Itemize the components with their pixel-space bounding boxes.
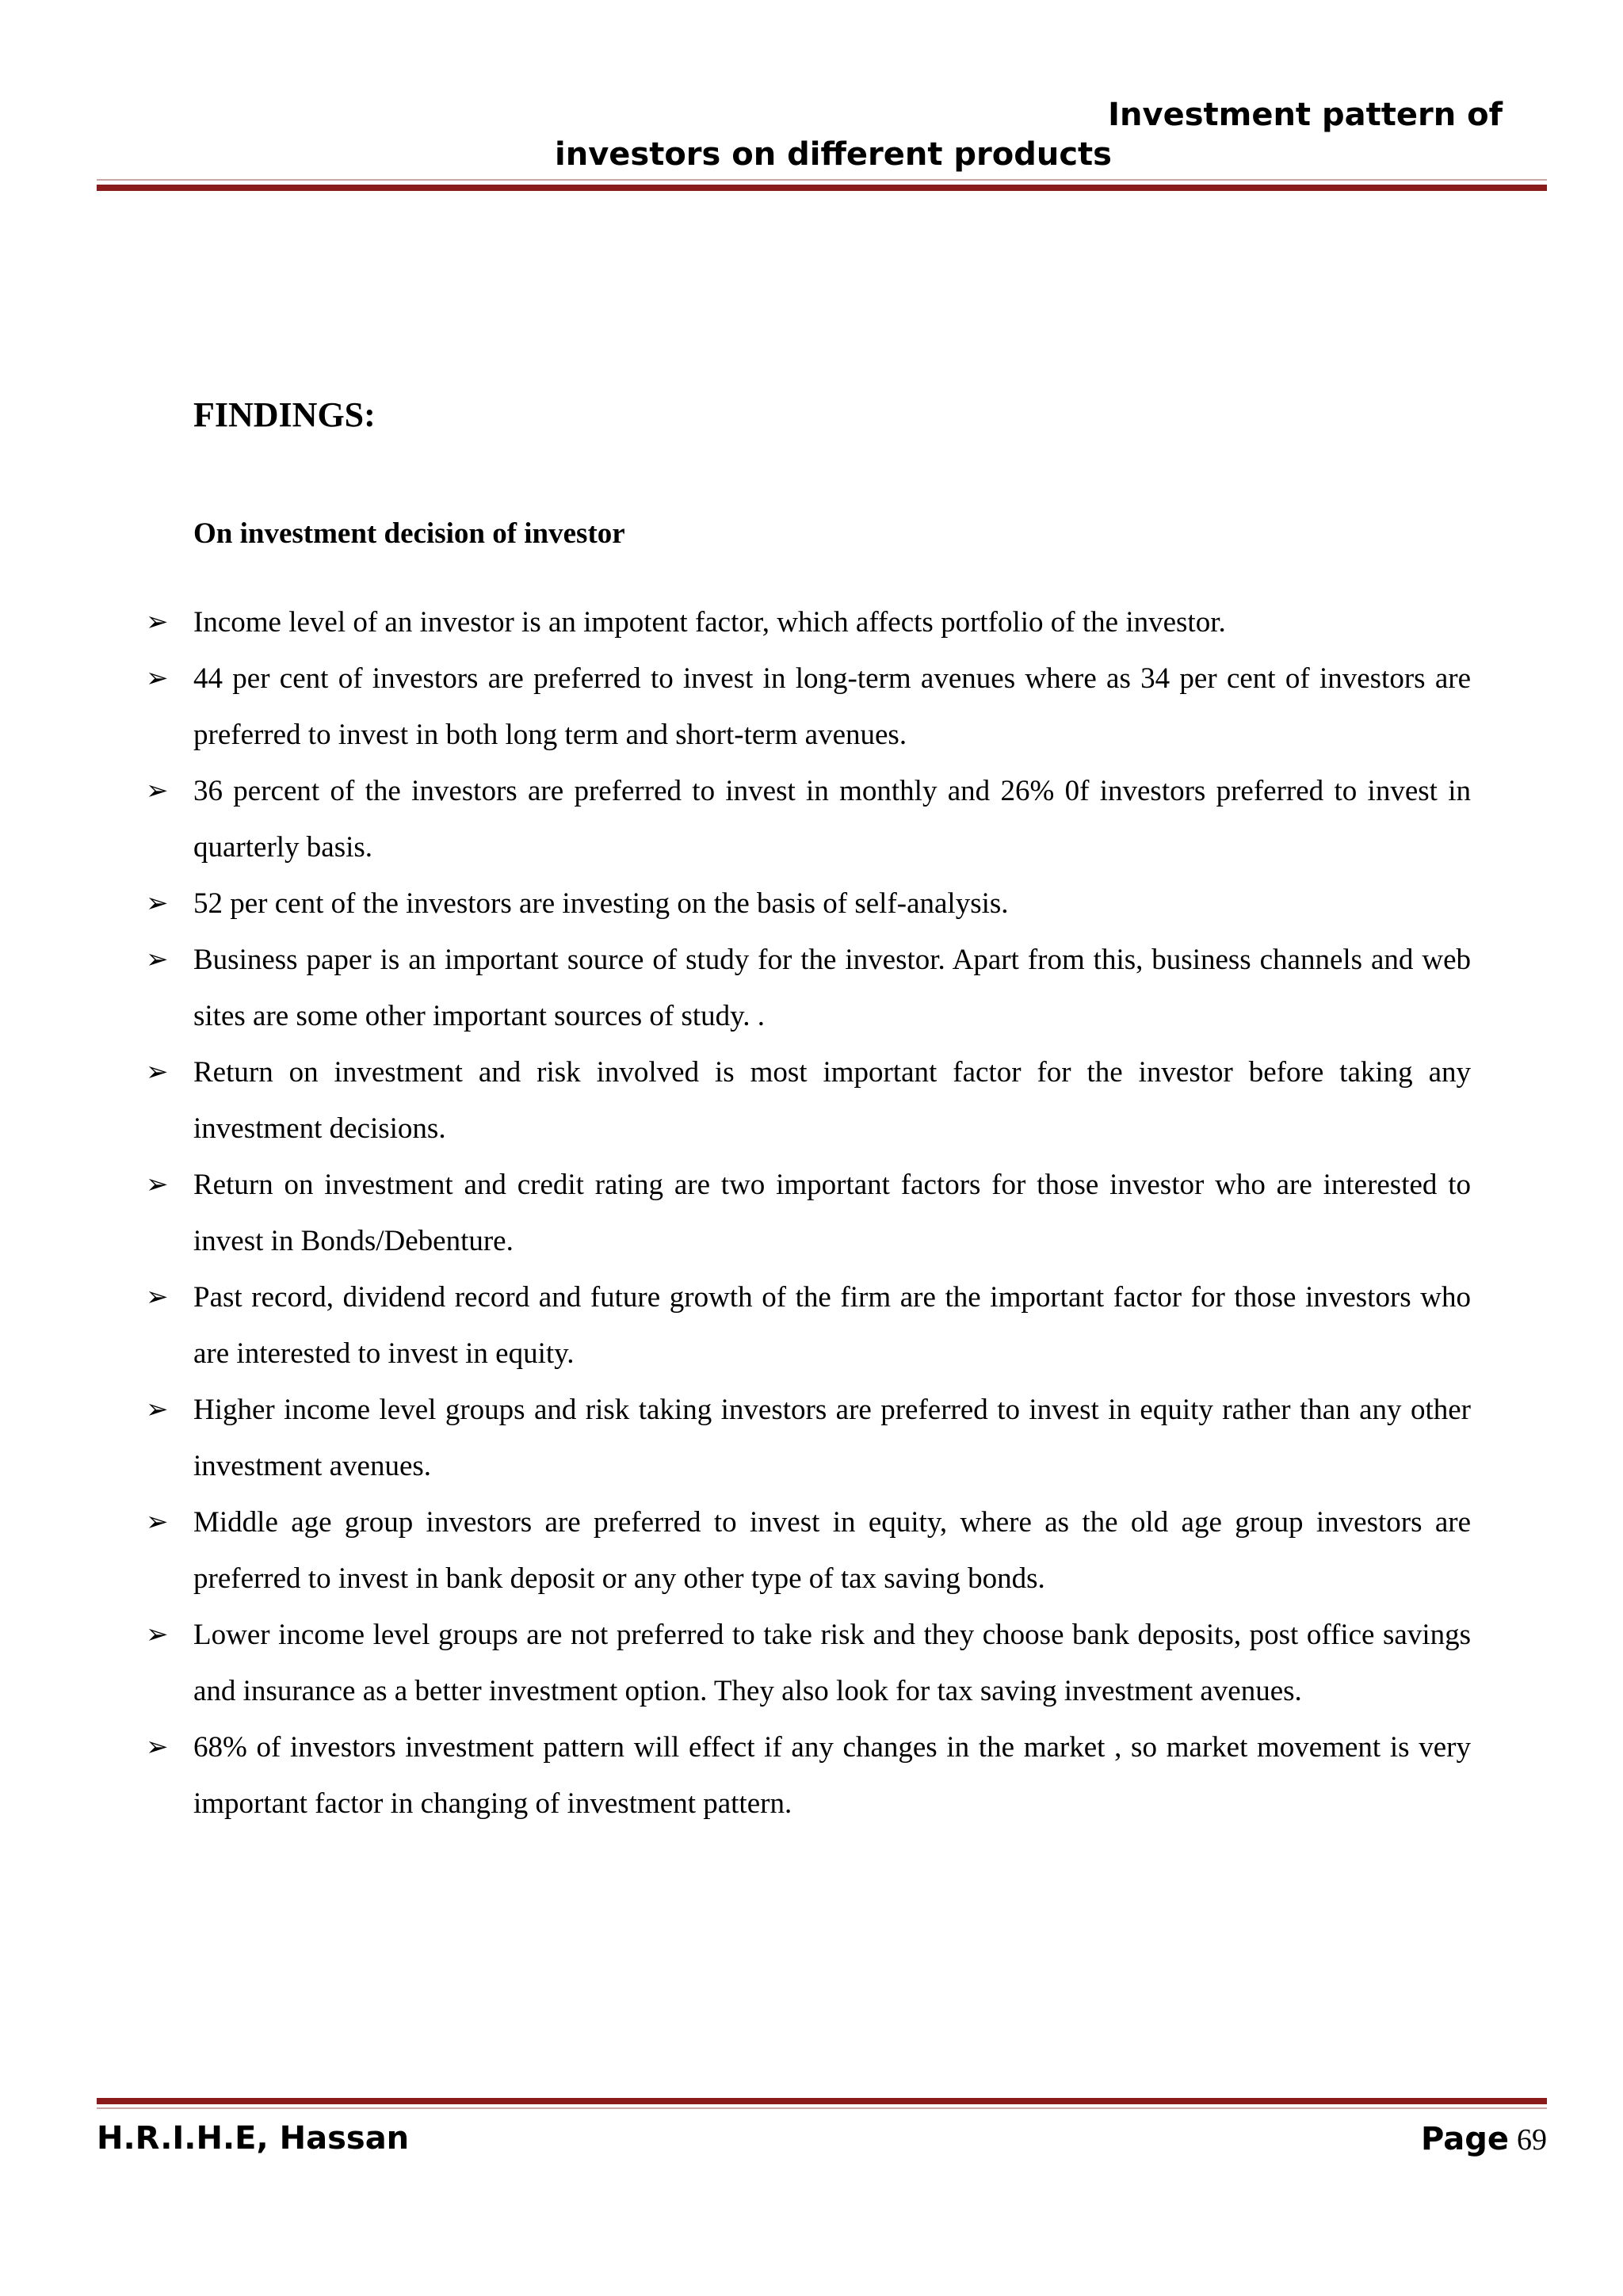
footer-rule-thin bbox=[97, 2107, 1547, 2109]
finding-item bbox=[0, 1157, 1471, 1269]
finding-item bbox=[0, 1494, 1471, 1607]
arrowhead-bullet-icon: ➢ bbox=[146, 1169, 169, 1200]
arrowhead-bullet-icon: ➢ bbox=[146, 1056, 169, 1088]
header-rule-thin bbox=[97, 179, 1547, 181]
finding-text: Higher income level groups and risk taking investors are preferred to invest in equity rather than any other investment avenues. bbox=[193, 1394, 1471, 1482]
header-rule-thick bbox=[97, 185, 1547, 191]
finding-text: Return on investment and credit rating are two important factors for those investor who are interested to invest in Bonds/Debenture. bbox=[193, 1169, 1471, 1257]
arrowhead-bullet-icon: ➢ bbox=[146, 1281, 169, 1313]
arrowhead-bullet-icon: ➢ bbox=[146, 944, 169, 975]
section-subheading: On investment decision of investor bbox=[193, 517, 625, 550]
finding-text: 44 per cent of investors are preferred to invest in long-term avenues where as 34 per cent of investors are preferred to invest in both long term and short-term avenues. bbox=[193, 662, 1471, 751]
arrowhead-bullet-icon: ➢ bbox=[146, 1506, 169, 1538]
page-label: Page bbox=[1421, 2121, 1509, 2157]
arrowhead-bullet-icon: ➢ bbox=[146, 606, 169, 638]
header-title-line1: Investment pattern of bbox=[1108, 97, 1503, 133]
arrowhead-bullet-icon: ➢ bbox=[146, 1619, 169, 1650]
finding-item bbox=[0, 763, 1471, 875]
arrowhead-bullet-icon: ➢ bbox=[146, 1394, 169, 1425]
finding-item bbox=[0, 932, 1471, 1044]
header-title-line2: investors on different products bbox=[555, 136, 1112, 173]
page-indicator bbox=[1421, 2120, 1547, 2157]
finding-item bbox=[0, 875, 1471, 932]
arrowhead-bullet-icon: ➢ bbox=[146, 1731, 169, 1763]
finding-item bbox=[0, 650, 1471, 763]
finding-text: Past record, dividend record and future growth of the firm are the important factor for those investors who are interested to invest in equity. bbox=[193, 1281, 1471, 1370]
findings-list bbox=[0, 594, 1623, 1832]
finding-item bbox=[0, 1044, 1471, 1157]
finding-text: Income level of an investor is an impotent factor, which affects portfolio of the investor. bbox=[193, 606, 1226, 639]
finding-text: Return on investment and risk involved is most important factor for the investor before taking any investment decisions. bbox=[193, 1056, 1471, 1145]
finding-item bbox=[0, 1719, 1471, 1832]
footer-institution: H.R.I.H.E, Hassan bbox=[97, 2120, 410, 2157]
finding-text: Business paper is an important source of study for the investor. Apart from this, business channels and web sites are some other important sources of study. . bbox=[193, 944, 1471, 1032]
finding-item bbox=[0, 594, 1471, 650]
finding-item bbox=[0, 1269, 1471, 1382]
page-number: 69 bbox=[1517, 2123, 1547, 2157]
arrowhead-bullet-icon: ➢ bbox=[146, 662, 169, 694]
finding-text: 52 per cent of the investors are investing on the basis of self-analysis. bbox=[193, 887, 1009, 920]
finding-text: 36 percent of the investors are preferred to invest in monthly and 26% 0f investors preferred to invest in quarterly basis. bbox=[193, 775, 1471, 864]
finding-text: Lower income level groups are not preferred to take risk and they choose bank deposits, post office savings and insurance as a better investment option. They also look for tax saving investment avenues. bbox=[193, 1619, 1471, 1707]
finding-item bbox=[0, 1382, 1471, 1494]
finding-text: Middle age group investors are preferred to invest in equity, where as the old age group investors are preferred to invest in bank deposit or any other type of tax saving bonds. bbox=[193, 1506, 1471, 1595]
finding-item bbox=[0, 1607, 1471, 1719]
footer-rule-thick bbox=[97, 2098, 1547, 2104]
arrowhead-bullet-icon: ➢ bbox=[146, 887, 169, 919]
arrowhead-bullet-icon: ➢ bbox=[146, 775, 169, 807]
running-header bbox=[314, 95, 1503, 174]
section-heading: FINDINGS: bbox=[193, 395, 376, 434]
finding-text: 68% of investors investment pattern will effect if any changes in the market , so market movement is very important factor in changing of investment pattern. bbox=[193, 1731, 1471, 1820]
